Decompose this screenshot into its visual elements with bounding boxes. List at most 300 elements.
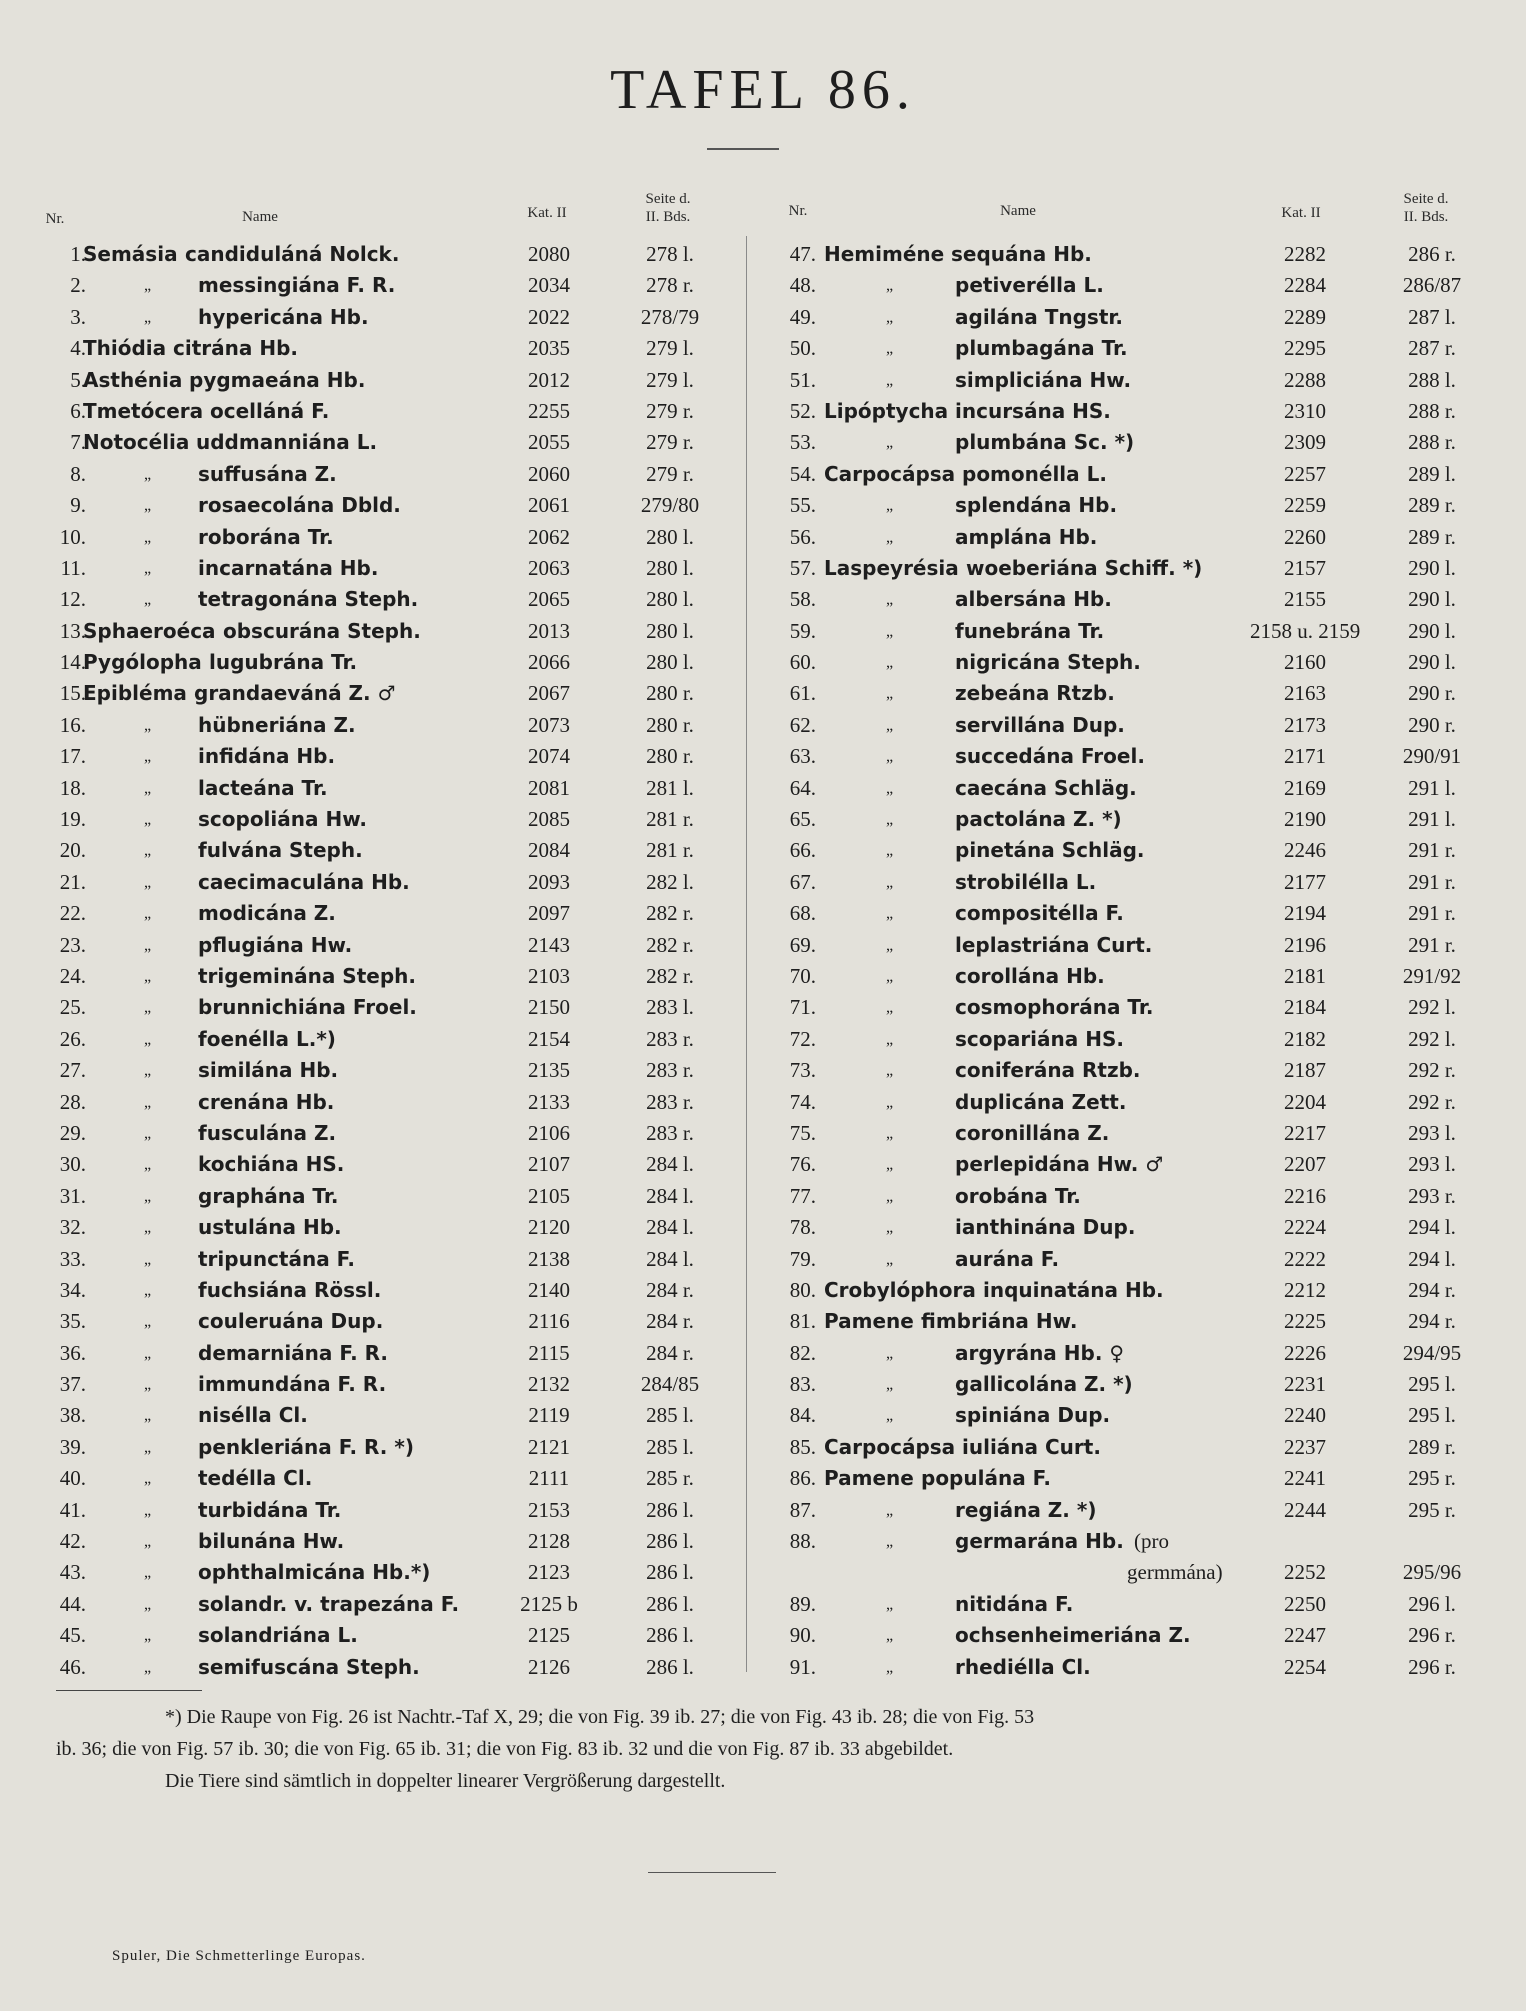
row-number: 72.	[789, 1026, 816, 1051]
row-number: 45.	[59, 1623, 86, 1648]
footnote-line-1: *) Die Raupe von Fig. 26 ist Nachtr.-Taf X, 29; die von Fig. 39 ib. 27; die von Fig. 43 ib. 28; die von Fig. 53	[165, 1706, 1035, 1728]
page-reference: 286 l.	[646, 1623, 694, 1648]
species-name: couleruána Dup.	[198, 1309, 384, 1334]
page-reference: 291/92	[1402, 963, 1462, 988]
page-reference: 290 l.	[1408, 650, 1456, 675]
footnote-line-2: ib. 36; die von Fig. 57 ib. 30; die von Fig. 65 ib. 31; die von Fig. 83 ib. 32 und die von Fig. 87 ib. 33 abgebildet.	[56, 1738, 954, 1760]
species-name: suffusána Z.	[198, 461, 337, 486]
catalog-number: 2169	[1284, 775, 1326, 800]
catalog-number: 2067	[528, 681, 570, 706]
catalog-number: 2259	[1284, 493, 1326, 518]
ditto-mark: „	[144, 779, 152, 797]
row-number: 82.	[789, 1340, 816, 1365]
catalog-number: 2125 b	[520, 1591, 578, 1616]
catalog-number: 2143	[528, 932, 570, 957]
page-reference: 279 r.	[646, 461, 694, 486]
page-reference: 288 r.	[1408, 398, 1456, 423]
species-name: nigricána Steph.	[955, 650, 1141, 675]
genus-name: Pamene	[824, 1309, 914, 1334]
catalog-number: 2062	[528, 524, 570, 549]
row-number: 16.	[59, 712, 86, 737]
row-number: 8.	[70, 461, 86, 486]
row-number: 55.	[789, 493, 816, 518]
catalog-number: 2181	[1284, 963, 1326, 988]
page-reference: 296 l.	[1408, 1591, 1456, 1616]
species-name: solandriána L.	[198, 1623, 358, 1648]
species-name: tripunctána F.	[198, 1246, 356, 1271]
species-name: trigeminána Steph.	[198, 963, 416, 988]
page-reference: 283 r.	[646, 1120, 694, 1145]
row-number: 70.	[789, 963, 816, 988]
catalog-number: 2171	[1284, 744, 1326, 769]
page-reference: 283 r.	[646, 1026, 694, 1051]
catalog-number: 2074	[528, 744, 570, 769]
species-name: obscurána Steph.	[223, 618, 421, 643]
ditto-mark: „	[886, 811, 894, 829]
species-name: spiniána Dup.	[955, 1403, 1111, 1428]
page-reference: 295 l.	[1408, 1372, 1456, 1397]
row-number: 30.	[59, 1152, 86, 1177]
row-number: 5.	[70, 367, 86, 392]
catalog-number: 2065	[528, 587, 570, 612]
ditto-mark: „	[144, 936, 152, 954]
row-number: 23.	[59, 932, 86, 957]
species-name: caecimaculána Hb.	[198, 869, 410, 894]
row-number: 53.	[789, 430, 816, 455]
ditto-mark: „	[886, 842, 894, 860]
catalog-number: 2097	[528, 901, 570, 926]
ditto-mark: „	[144, 999, 152, 1017]
genus-name: Hemiméne	[824, 242, 945, 266]
bottom-rule	[648, 1872, 776, 1873]
row-number: 54.	[789, 461, 816, 486]
genus-name: Thiódia	[83, 336, 167, 361]
page-reference: 296 r.	[1408, 1623, 1456, 1648]
species-name: ocelláná F.	[210, 398, 330, 423]
row-number: 90.	[789, 1623, 816, 1648]
page-reference: 280 l.	[646, 524, 694, 549]
catalog-number: 2150	[528, 995, 570, 1020]
page-reference: 290 l.	[1408, 618, 1456, 643]
page-reference: 286 l.	[646, 1497, 694, 1522]
species-name: uddmanniána L.	[196, 430, 378, 455]
species-name: albersána Hb.	[955, 587, 1112, 612]
species-name: tetragonána Steph.	[198, 587, 419, 612]
species-name: grandaeváná Z. ♂	[194, 681, 396, 706]
page-reference: 279 l.	[646, 336, 694, 361]
species-name: regiána Z. *)	[955, 1497, 1097, 1522]
footer-credit: Spuler, Die Schmetterlinge Europas.	[112, 1948, 366, 1964]
species-name: semifuscána Steph.	[198, 1654, 420, 1679]
page-reference: 291 r.	[1408, 869, 1456, 894]
catalog-number: 2247	[1284, 1623, 1326, 1648]
catalog-number: 2012	[528, 367, 570, 392]
catalog-number: 2160	[1284, 650, 1326, 675]
catalog-number: 2257	[1284, 461, 1326, 486]
catalog-number: 2111	[528, 1466, 570, 1491]
ditto-mark: „	[144, 967, 152, 985]
ditto-mark: „	[144, 1281, 152, 1299]
species-name: caecána Schläg.	[955, 775, 1137, 800]
genus-name: Carpocápsa	[824, 1434, 956, 1459]
catalog-number: 2055	[528, 430, 570, 455]
row-number: 36.	[59, 1340, 86, 1365]
species-name: similána Hb.	[198, 1058, 339, 1083]
page-reference: 287 r.	[1408, 336, 1456, 361]
species-name: bilunána Hw.	[198, 1529, 345, 1554]
ditto-mark: „	[886, 1376, 894, 1394]
row-number: 48.	[789, 273, 816, 298]
ditto-mark: „	[886, 1533, 894, 1551]
catalog-number: 2155	[1284, 587, 1326, 612]
page-reference: 283 r.	[646, 1089, 694, 1114]
page-reference: 280 l.	[646, 555, 694, 580]
row-number: 65.	[789, 807, 816, 832]
page-reference: 288 r.	[1408, 430, 1456, 455]
ditto-mark: „	[886, 1658, 894, 1676]
row-number: 60.	[789, 650, 816, 675]
species-name: ustulána Hb.	[198, 1215, 342, 1240]
species-name: coniferána Rtzb.	[955, 1058, 1141, 1083]
page-reference: 286 r.	[1408, 242, 1456, 266]
ditto-mark: „	[144, 591, 152, 609]
page-reference: 284/85	[640, 1372, 700, 1397]
row-number: 1.	[70, 242, 86, 266]
ditto-mark: „	[144, 1344, 152, 1362]
catalog-number: 2063	[528, 555, 570, 580]
ditto-mark: „	[886, 1062, 894, 1080]
species-name: scopariána HS.	[955, 1026, 1124, 1051]
page-reference: 284 r.	[646, 1340, 694, 1365]
species-name: penkleriána F. R. *)	[198, 1434, 414, 1459]
catalog-number: 2153	[528, 1497, 570, 1522]
ditto-mark: „	[886, 685, 894, 703]
page-reference: 280 r.	[646, 712, 694, 737]
header-seite-line2: II. Bds.	[645, 209, 691, 225]
species-name: demarniána F. R.	[198, 1340, 389, 1365]
row-number: 18.	[59, 775, 86, 800]
genus-name: Notocélia	[83, 430, 190, 455]
species-name: fusculána Z.	[198, 1120, 337, 1145]
species-name: hypericána Hb.	[198, 304, 369, 329]
header-nr-left: Nr.	[45, 211, 65, 227]
page-reference: 291 r.	[1408, 838, 1456, 863]
species-name: amplána Hb.	[955, 524, 1098, 549]
page-reference: 281 l.	[646, 775, 694, 800]
genus-name: Tmetócera	[83, 398, 204, 423]
species-name: ophthalmicána Hb.*)	[198, 1560, 431, 1585]
header-seite-right	[1386, 190, 1466, 226]
row-number: 69.	[789, 932, 816, 957]
page-title: TAFEL 86.	[610, 59, 916, 121]
page-reference: 280 l.	[646, 587, 694, 612]
species-name: nitidána F.	[955, 1591, 1074, 1616]
genus-name: Epibléma	[83, 681, 187, 706]
ditto-mark: „	[886, 654, 894, 672]
ditto-mark: „	[144, 528, 152, 546]
footnote-rule	[56, 1690, 202, 1691]
genus-name: Asthénia	[83, 367, 183, 392]
page-reference: 280 r.	[646, 681, 694, 706]
genus-name: Laspeyrésia	[824, 555, 959, 580]
catalog-number: 2295	[1284, 336, 1326, 361]
page-reference: 285 r.	[646, 1466, 694, 1491]
page-reference: 294 r.	[1408, 1309, 1456, 1334]
page-reference: 284 l.	[646, 1183, 694, 1208]
row-number: 91.	[789, 1654, 816, 1679]
page-reference: 292 r.	[1408, 1058, 1456, 1083]
catalog-number: 2226	[1284, 1340, 1326, 1365]
catalog-number: 2250	[1284, 1591, 1326, 1616]
species-name: strobilélla L.	[955, 869, 1097, 894]
row-number: 39.	[59, 1434, 86, 1459]
catalog-number: 2163	[1284, 681, 1326, 706]
row-number: 27.	[59, 1058, 86, 1083]
species-name: crenána Hb.	[198, 1089, 335, 1114]
catalog-number: 2126	[528, 1654, 570, 1679]
page-reference: 294 r.	[1408, 1277, 1456, 1302]
page-reference: 284 r.	[646, 1277, 694, 1302]
ditto-mark: „	[886, 967, 894, 985]
catalog-number: 2237	[1284, 1434, 1326, 1459]
ditto-mark: „	[144, 1093, 152, 1111]
catalog-number: 2140	[528, 1277, 570, 1302]
ditto-mark: „	[886, 1595, 894, 1613]
ditto-mark: „	[144, 1501, 152, 1519]
ditto-mark: „	[886, 308, 894, 326]
footnote-line-3: Die Tiere sind sämtlich in doppelter linearer Vergrößerung dargestellt.	[165, 1770, 726, 1792]
catalog-number: 2282	[1284, 242, 1326, 266]
row-number: 50.	[789, 336, 816, 361]
catalog-number: 2255	[528, 398, 570, 423]
page-reference: 295/96	[1402, 1560, 1462, 1585]
ditto-mark: „	[886, 936, 894, 954]
row-number: 10.	[59, 524, 86, 549]
page-reference: 281 r.	[646, 838, 694, 863]
catalog-number: 2107	[528, 1152, 570, 1177]
page-reference: 278 l.	[646, 242, 694, 266]
catalog-number: 2105	[528, 1183, 570, 1208]
ditto-mark: „	[144, 497, 152, 515]
row-number: 15.	[59, 681, 86, 706]
genus-name: Pygólopha	[83, 650, 202, 675]
species-name: kochiána HS.	[198, 1152, 345, 1177]
catalog-number: 2080	[528, 242, 570, 266]
row-number: 21.	[59, 869, 86, 894]
ditto-mark: „	[144, 1533, 152, 1551]
species-name: pomonélla L.	[962, 461, 1107, 486]
page-reference: 280 l.	[646, 618, 694, 643]
page-reference: 294 l.	[1408, 1246, 1456, 1271]
species-name: aurána F.	[955, 1246, 1060, 1271]
ditto-mark: „	[144, 905, 152, 923]
species-name: gallicolána Z. *)	[955, 1372, 1133, 1397]
species-name: perlepidána Hw. ♂	[955, 1152, 1164, 1177]
ditto-mark: „	[886, 748, 894, 766]
row-number: 38.	[59, 1403, 86, 1428]
page-reference: 291 r.	[1408, 932, 1456, 957]
species-name: succedána Froel.	[955, 744, 1145, 769]
page-reference: 290 r.	[1408, 681, 1456, 706]
row-number: 67.	[789, 869, 816, 894]
page-reference: 294/95	[1402, 1340, 1462, 1365]
header-kat-right: Kat. II	[1281, 205, 1321, 221]
species-name: woeberiána Schiff. *)	[966, 555, 1203, 580]
row-number: 2.	[70, 273, 86, 298]
species-name: argyrána Hb. ♀	[955, 1340, 1125, 1365]
row-number: 85.	[789, 1434, 816, 1459]
ditto-mark: „	[886, 1030, 894, 1048]
row-number: 76.	[789, 1152, 816, 1177]
row-number: 22.	[59, 901, 86, 926]
row-number: 41.	[59, 1497, 86, 1522]
ditto-mark: „	[144, 1564, 152, 1582]
ditto-mark: „	[144, 1156, 152, 1174]
row-number: 52.	[789, 398, 816, 423]
row-number: 47.	[789, 242, 816, 266]
genus-name: Pamene	[824, 1466, 914, 1491]
row-number: 59.	[789, 618, 816, 643]
row-number: 66.	[789, 838, 816, 863]
row-number: 86.	[789, 1466, 816, 1491]
page-reference: 282 r.	[646, 963, 694, 988]
ditto-mark: „	[886, 873, 894, 891]
page-reference: 279 r.	[646, 430, 694, 455]
catalog-number: 2224	[1284, 1215, 1326, 1240]
row-number: 42.	[59, 1529, 86, 1554]
row-number: 71.	[789, 995, 816, 1020]
catalog-number: 2128	[528, 1529, 570, 1554]
ditto-mark: „	[144, 748, 152, 766]
header-name-right: Name	[1000, 203, 1036, 219]
row-number: 77.	[789, 1183, 816, 1208]
catalog-number: 2085	[528, 807, 570, 832]
species-name: immundána F. R.	[198, 1372, 387, 1397]
catalog-number: 2240	[1284, 1403, 1326, 1428]
catalog-number: 2194	[1284, 901, 1326, 926]
page-reference: 278/79	[640, 304, 700, 329]
page-reference: 294 l.	[1408, 1215, 1456, 1240]
catalog-number: 2182	[1284, 1026, 1326, 1051]
page-reference: 286 l.	[646, 1654, 694, 1679]
species-name: coronillána Z.	[955, 1120, 1110, 1145]
species-name: pflugiána Hw.	[198, 932, 353, 957]
catalog-number: 2177	[1284, 869, 1326, 894]
page-reference: 284 l.	[646, 1246, 694, 1271]
row-number: 44.	[59, 1591, 86, 1616]
ditto-mark: „	[144, 277, 152, 295]
species-name: orobána Tr.	[955, 1183, 1081, 1208]
catalog-number: 2187	[1284, 1058, 1326, 1083]
catalog-number: 2132	[528, 1372, 570, 1397]
catalog-number: 2060	[528, 461, 570, 486]
catalog-number: 2035	[528, 336, 570, 361]
catalog-number: 2244	[1284, 1497, 1326, 1522]
page-reference: 296 r.	[1408, 1654, 1456, 1679]
species-name: fuchsiána Rössl.	[198, 1277, 382, 1302]
page-reference: 278 r.	[646, 273, 694, 298]
ditto-mark: „	[144, 308, 152, 326]
page-reference: 290/91	[1402, 744, 1462, 769]
row-number: 33.	[59, 1246, 86, 1271]
page-reference: 279/80	[640, 493, 700, 518]
ditto-mark: „	[886, 1501, 894, 1519]
species-name: solandr. v. trapezána F.	[198, 1591, 460, 1616]
catalog-number: 2133	[528, 1089, 570, 1114]
page-reference: 287 l.	[1408, 304, 1456, 329]
header-seite-left	[628, 190, 708, 226]
catalog-number: 2157	[1284, 555, 1326, 580]
species-name: germarána Hb.	[955, 1529, 1124, 1554]
species-name: compositélla F.	[955, 901, 1124, 926]
species-name: splendána Hb.	[955, 493, 1118, 518]
ditto-mark: „	[886, 1124, 894, 1142]
row-number: 64.	[789, 775, 816, 800]
ditto-mark: „	[144, 873, 152, 891]
page-reference: 286 l.	[646, 1529, 694, 1554]
species-name: plumbagána Tr.	[955, 336, 1128, 361]
page-reference: 289 r.	[1408, 524, 1456, 549]
species-name: ochsenheimeriána Z.	[955, 1623, 1191, 1648]
catalog-number: 2231	[1284, 1372, 1326, 1397]
page-reference: 290 l.	[1408, 555, 1456, 580]
species-name: rhediélla Cl.	[955, 1654, 1091, 1679]
row-number: 87.	[789, 1497, 816, 1522]
row-number: 63.	[789, 744, 816, 769]
row-number: 7.	[70, 430, 86, 455]
species-name: iuliána Curt.	[962, 1434, 1101, 1459]
page-reference: 288 l.	[1408, 367, 1456, 392]
row-number: 25.	[59, 995, 86, 1020]
catalog-number: 2225	[1284, 1309, 1326, 1334]
row-number: 26.	[59, 1026, 86, 1051]
catalog-number: 2216	[1284, 1183, 1326, 1208]
species-name: petiverélla L.	[955, 273, 1104, 298]
species-name: turbidána Tr.	[198, 1497, 342, 1522]
species-name: incursána HS.	[955, 398, 1111, 423]
species-name: hübneriána Z.	[198, 712, 356, 737]
row-number: 51.	[789, 367, 816, 392]
species-name: incarnatána Hb.	[198, 555, 379, 580]
ditto-mark: „	[886, 716, 894, 734]
catalog-number: 2260	[1284, 524, 1326, 549]
ditto-mark: „	[144, 1062, 152, 1080]
row-number: 29.	[59, 1120, 86, 1145]
page-reference: 284 l.	[646, 1152, 694, 1177]
page-reference: 285 l.	[646, 1403, 694, 1428]
catalog-number: 2284	[1284, 273, 1326, 298]
page-reference: 289 r.	[1408, 1434, 1456, 1459]
catalog-number: 2106	[528, 1120, 570, 1145]
genus-name: Crobylóphora	[824, 1277, 976, 1302]
header-kat-left: Kat. II	[527, 205, 567, 221]
row-number: 17.	[59, 744, 86, 769]
species-name: funebrána Tr.	[955, 618, 1105, 643]
catalog-number: 2121	[528, 1434, 570, 1459]
catalog-number: 2119	[528, 1403, 570, 1428]
species-name: citrána Hb.	[173, 336, 298, 361]
catalog-number: 2123	[528, 1560, 570, 1585]
catalog-number: 2081	[528, 775, 570, 800]
species-name: fulvána Steph.	[198, 838, 363, 863]
row-number: 9.	[70, 493, 86, 518]
page-reference: 293 l.	[1408, 1120, 1456, 1145]
species-name: infidána Hb.	[198, 744, 336, 769]
row-number: 79.	[789, 1246, 816, 1271]
row-number: 28.	[59, 1089, 86, 1114]
row-number: 84.	[789, 1403, 816, 1428]
page-reference: 284 r.	[646, 1309, 694, 1334]
